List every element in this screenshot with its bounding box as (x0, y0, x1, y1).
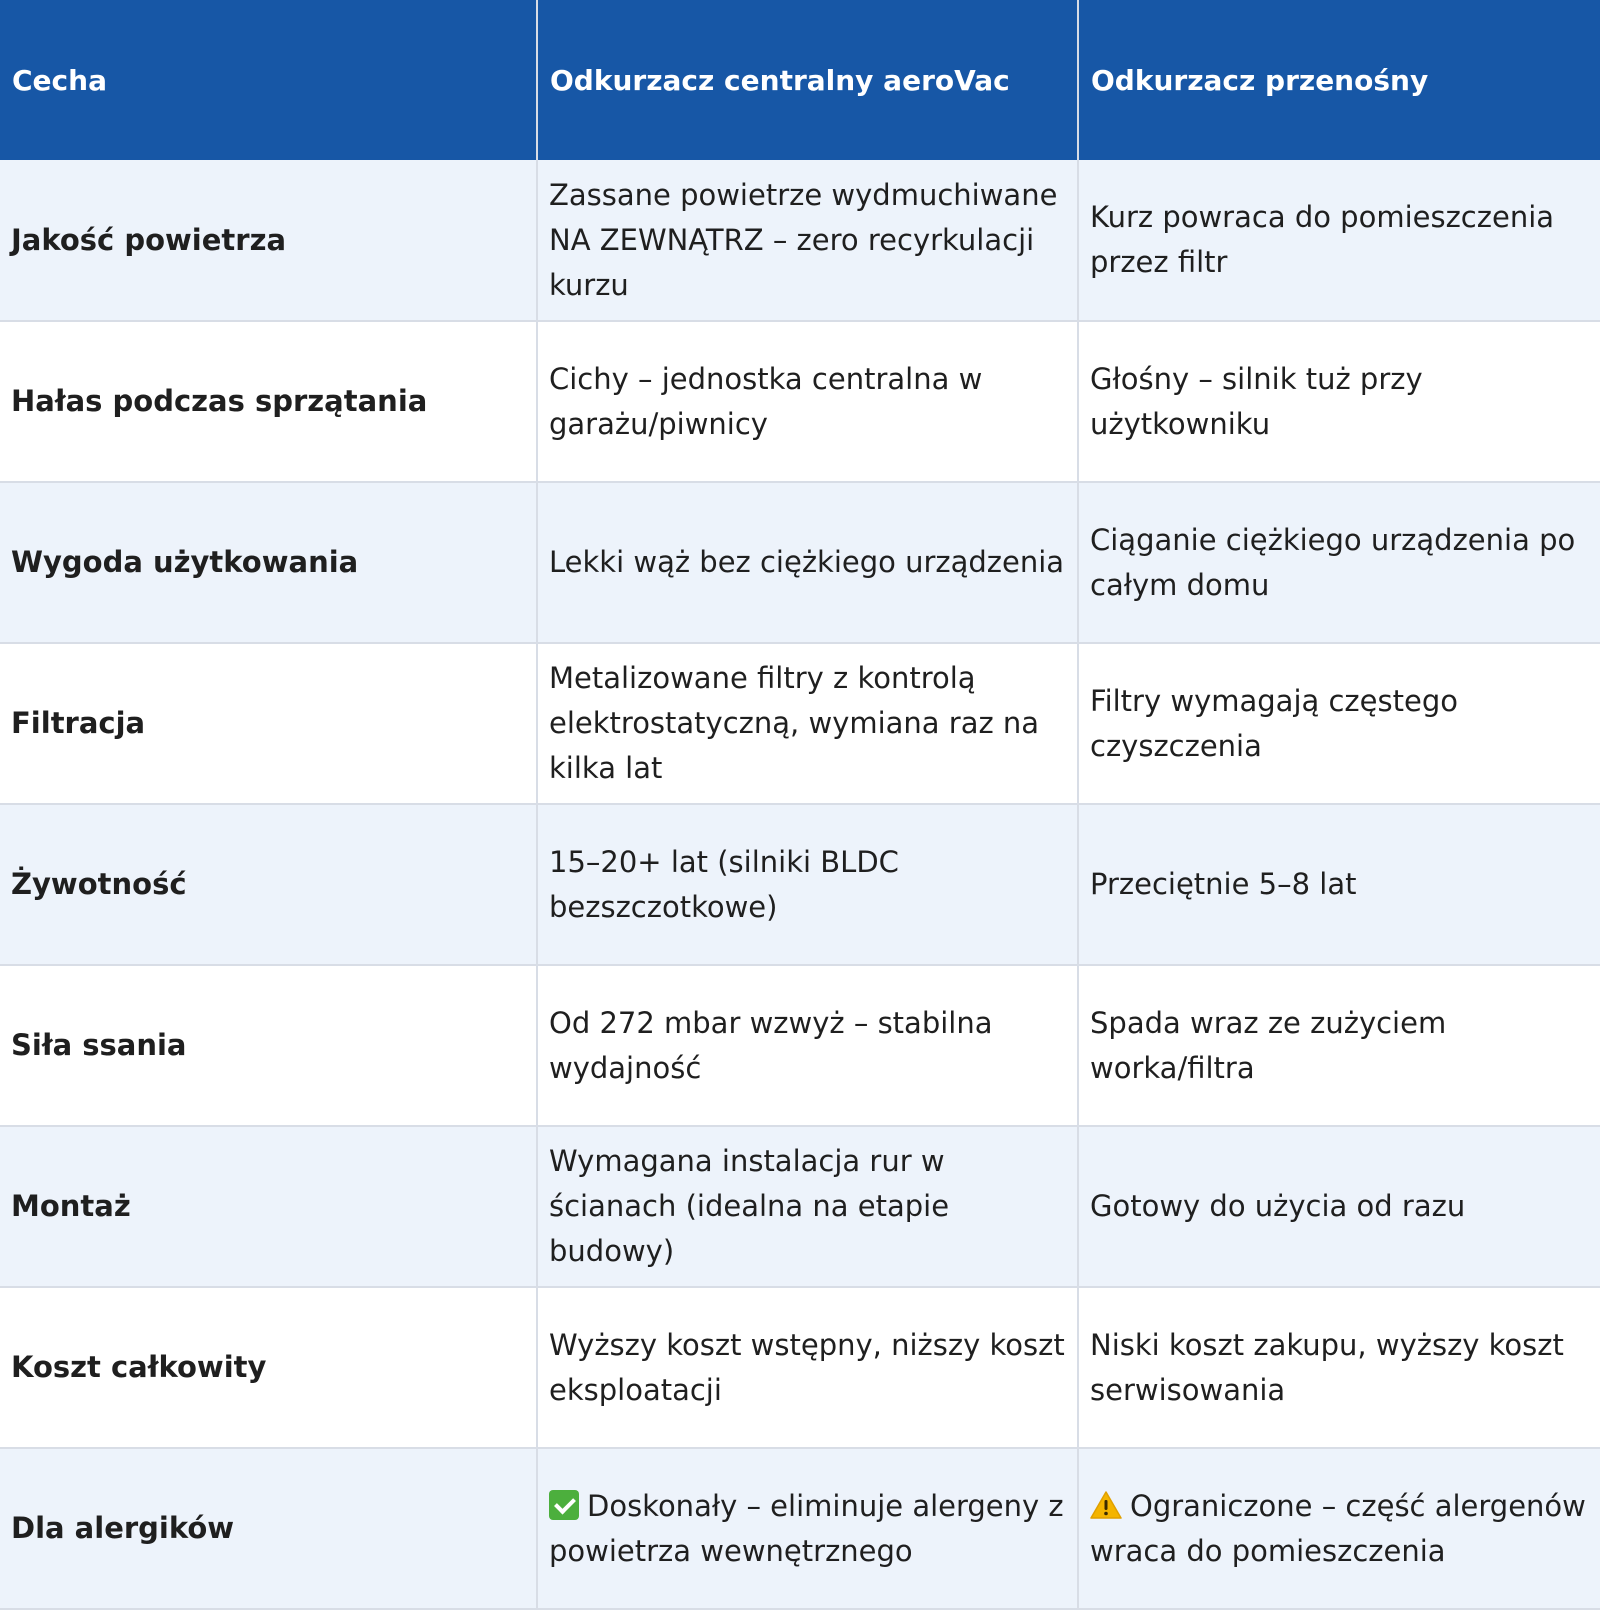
table-row (0, 643, 1600, 804)
header-portable-vacuum: Odkurzacz przenośny (1078, 0, 1600, 160)
warning-icon (1090, 1490, 1122, 1520)
feature-cell: Siła ssania (0, 965, 537, 1126)
table-row (0, 482, 1600, 643)
portable-cell-text: Ograniczone – część alergenów wraca do pomieszczenia (1090, 1488, 1586, 1568)
portable-cell: Kurz powraca do pomieszczenia przez filtr (1078, 160, 1600, 321)
central-cell: Zassane powietrze wydmuchiwane NA ZEWNĄTRZ – zero recyrkulacji kurzu (537, 160, 1078, 321)
feature-cell: Koszt całkowity (0, 1287, 537, 1448)
table-row (0, 321, 1600, 482)
feature-cell: Żywotność (0, 804, 537, 965)
central-cell: Cichy – jednostka centralna w garażu/piwnicy (537, 321, 1078, 482)
header-feature: Cecha (0, 0, 537, 160)
central-cell: Wyższy koszt wstępny, niższy koszt eksploatacji (537, 1287, 1078, 1448)
central-cell (537, 1448, 1078, 1609)
table-row (0, 804, 1600, 965)
table-body (0, 160, 1600, 1609)
header-central-vacuum: Odkurzacz centralny aeroVac (537, 0, 1078, 160)
portable-cell: Filtry wymagają częstego czyszczenia (1078, 643, 1600, 804)
central-cell: 15–20+ lat (silniki BLDC bezszczotkowe) (537, 804, 1078, 965)
table-row (0, 965, 1600, 1126)
table-header (0, 0, 1600, 160)
header-row (0, 0, 1600, 160)
feature-cell: Wygoda użytkowania (0, 482, 537, 643)
central-cell: Od 272 mbar wzwyż – stabilna wydajność (537, 965, 1078, 1126)
central-cell: Wymagana instalacja rur w ścianach (idealna na etapie budowy) (537, 1126, 1078, 1287)
portable-cell: Głośny – silnik tuż przy użytkowniku (1078, 321, 1600, 482)
table-row (0, 160, 1600, 321)
portable-cell: Gotowy do użycia od razu (1078, 1126, 1600, 1287)
check-mark-icon (549, 1490, 579, 1520)
feature-cell: Montaż (0, 1126, 537, 1287)
central-cell: Metalizowane filtry z kontrolą elektrostatyczną, wymiana raz na kilka lat (537, 643, 1078, 804)
table-row (0, 1448, 1600, 1609)
portable-cell: Ciąganie ciężkiego urządzenia po całym domu (1078, 482, 1600, 643)
table-row (0, 1126, 1600, 1287)
portable-cell: Spada wraz ze zużyciem worka/filtra (1078, 965, 1600, 1126)
portable-cell (1078, 1448, 1600, 1609)
portable-cell: Niski koszt zakupu, wyższy koszt serwisowania (1078, 1287, 1600, 1448)
central-cell: Lekki wąż bez ciężkiego urządzenia (537, 482, 1078, 643)
feature-cell: Hałas podczas sprzątania (0, 321, 537, 482)
portable-cell: Przeciętnie 5–8 lat (1078, 804, 1600, 965)
feature-cell: Jakość powietrza (0, 160, 537, 321)
feature-cell: Dla alergików (0, 1448, 537, 1609)
feature-cell: Filtracja (0, 643, 537, 804)
central-cell-text: Doskonały – eliminuje alergeny z powietrza wewnętrznego (549, 1488, 1064, 1568)
table-row (0, 1287, 1600, 1448)
